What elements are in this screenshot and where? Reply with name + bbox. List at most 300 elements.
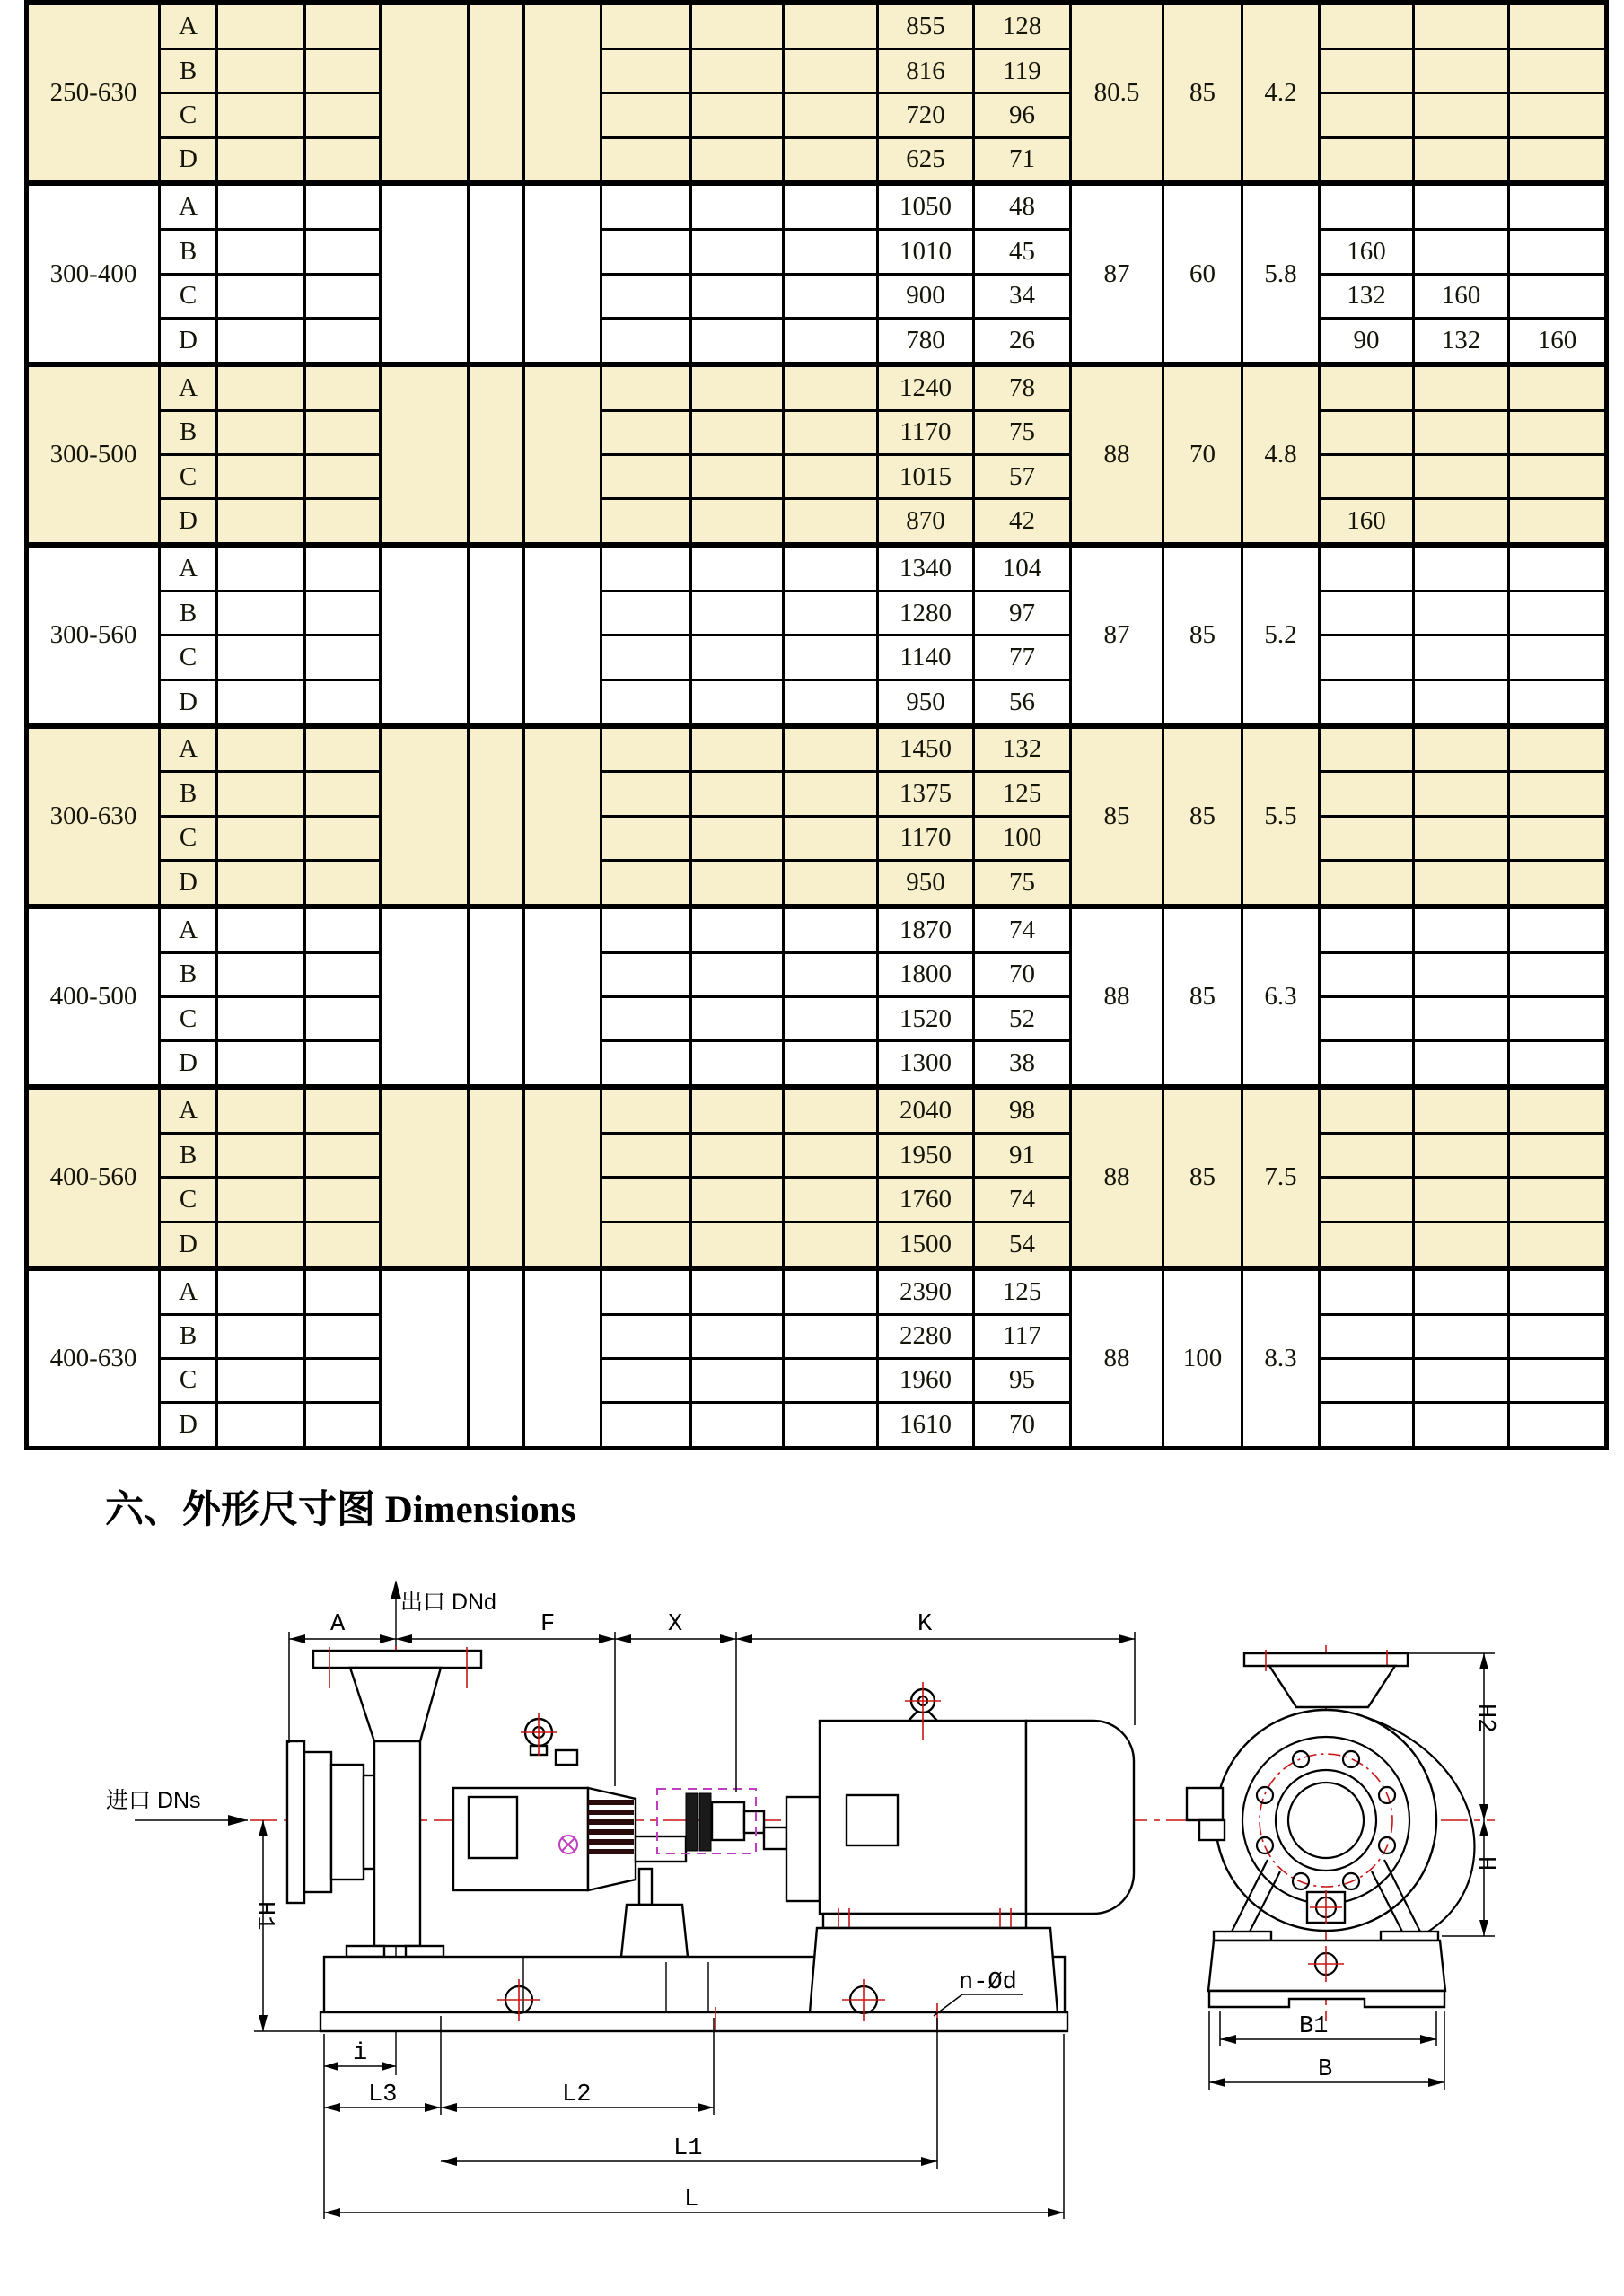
value-cell: 900 (878, 274, 974, 318)
cell (784, 545, 878, 591)
value-cell (1320, 1222, 1414, 1267)
value-cell (1320, 861, 1414, 907)
cell (469, 1268, 524, 1449)
section-heading: 六、外形尺寸图 Dimensions (105, 1489, 576, 1531)
value-cell (1414, 3, 1509, 48)
cell (381, 3, 469, 183)
value-cell: 1520 (878, 997, 974, 1041)
cell (601, 772, 691, 816)
table-row (27, 816, 1607, 860)
value-cell (1414, 679, 1509, 725)
value-cell (1509, 1358, 1607, 1402)
model-cell: 400-560 (27, 1087, 160, 1267)
cell (691, 679, 784, 725)
cell (784, 3, 878, 48)
cell (601, 410, 691, 454)
value-cell: 38 (974, 1041, 1071, 1087)
cell (524, 183, 601, 364)
value-cell (1509, 1041, 1607, 1087)
value-cell: 132 (1320, 274, 1414, 318)
value-cell (1414, 816, 1509, 860)
value-cell (1509, 907, 1607, 952)
cell (601, 1087, 691, 1133)
cell (784, 1134, 878, 1178)
dim-H2: H2 (1471, 1704, 1498, 1733)
value-cell (1509, 997, 1607, 1041)
cell (601, 454, 691, 498)
cell (601, 364, 691, 410)
cell (601, 997, 691, 1041)
cell (305, 592, 381, 635)
table-row (27, 274, 1607, 318)
dim-L: L (684, 2186, 699, 2213)
cell (691, 907, 784, 952)
cell (784, 183, 878, 229)
cell (784, 679, 878, 725)
cell (601, 48, 691, 92)
value-cell (1320, 1403, 1414, 1449)
cell (691, 1358, 784, 1402)
cell (601, 1314, 691, 1358)
value-cell: 132 (974, 726, 1071, 772)
merged-value-cell: 7.5 (1242, 1087, 1320, 1267)
pump-end-view (1187, 1650, 1474, 2007)
value-cell: 1240 (878, 364, 974, 410)
value-cell: 950 (878, 861, 974, 907)
outlet-label: 出口 DNd (400, 1590, 496, 1615)
trim-letter-cell: C (160, 1358, 217, 1402)
cell (217, 454, 305, 498)
trim-letter-cell: B (160, 952, 217, 996)
value-cell: 132 (1414, 318, 1509, 364)
table-row (27, 3, 1607, 48)
cell (691, 183, 784, 229)
cell (691, 1403, 784, 1449)
cell (469, 364, 524, 545)
cell (691, 93, 784, 137)
value-cell: 96 (974, 93, 1071, 137)
cell (217, 1314, 305, 1358)
value-cell (1414, 726, 1509, 772)
value-cell: 48 (974, 183, 1071, 229)
value-cell: 98 (974, 1087, 1071, 1133)
value-cell (1414, 1087, 1509, 1133)
merged-value-cell: 100 (1163, 1268, 1242, 1449)
cell (305, 861, 381, 907)
cell (691, 499, 784, 545)
trim-letter-cell: C (160, 635, 217, 679)
cell (217, 1222, 305, 1267)
trim-letter-cell: D (160, 861, 217, 907)
value-cell: 45 (974, 230, 1071, 274)
cell (217, 952, 305, 996)
dim-F: F (540, 1611, 556, 1638)
merged-value-cell: 70 (1163, 364, 1242, 545)
value-cell: 160 (1414, 274, 1509, 318)
value-cell: 720 (878, 93, 974, 137)
cell (524, 364, 601, 545)
value-cell: 95 (974, 1358, 1071, 1402)
value-cell: 160 (1509, 318, 1607, 364)
value-cell (1414, 454, 1509, 498)
merged-value-cell: 85 (1163, 907, 1242, 1087)
value-cell (1320, 1358, 1414, 1402)
value-cell: 77 (974, 635, 1071, 679)
merged-value-cell: 88 (1071, 907, 1163, 1087)
trim-letter-cell: A (160, 364, 217, 410)
cell (217, 48, 305, 92)
value-cell (1414, 183, 1509, 229)
value-cell (1320, 952, 1414, 996)
model-cell: 250-630 (27, 3, 160, 183)
value-cell: 75 (974, 861, 1071, 907)
cell (524, 1268, 601, 1449)
cell (217, 93, 305, 137)
value-cell (1320, 93, 1414, 137)
cell (524, 907, 601, 1087)
table-row (27, 318, 1607, 364)
trim-letter-cell: B (160, 410, 217, 454)
value-cell (1414, 364, 1509, 410)
value-cell: 780 (878, 318, 974, 364)
value-cell: 160 (1320, 230, 1414, 274)
cell (217, 997, 305, 1041)
value-cell (1414, 1268, 1509, 1314)
value-cell: 54 (974, 1222, 1071, 1267)
cell (691, 952, 784, 996)
cell (305, 183, 381, 229)
value-cell: 34 (974, 274, 1071, 318)
dim-H1: H1 (250, 1901, 277, 1931)
cell (217, 592, 305, 635)
value-cell: 1960 (878, 1358, 974, 1402)
trim-letter-cell: A (160, 907, 217, 952)
cell (305, 816, 381, 860)
cell (601, 726, 691, 772)
cell (601, 499, 691, 545)
cell (305, 1358, 381, 1402)
table-row (27, 997, 1607, 1041)
value-cell (1320, 1087, 1414, 1133)
cell (691, 1041, 784, 1087)
cell (691, 997, 784, 1041)
value-cell: 625 (878, 137, 974, 183)
merged-value-cell: 85 (1071, 726, 1163, 907)
cell (305, 1268, 381, 1314)
merged-value-cell: 5.2 (1242, 545, 1320, 725)
cell (217, 1268, 305, 1314)
value-cell (1509, 3, 1607, 48)
value-cell (1414, 1134, 1509, 1178)
value-cell (1509, 952, 1607, 996)
value-cell: 1950 (878, 1134, 974, 1178)
cell (601, 183, 691, 229)
cell (784, 1268, 878, 1314)
cell (305, 1087, 381, 1133)
merged-value-cell: 80.5 (1071, 3, 1163, 183)
cell (469, 183, 524, 364)
trim-letter-cell: D (160, 318, 217, 364)
trim-letter-cell: A (160, 3, 217, 48)
cell (305, 454, 381, 498)
table-row (27, 499, 1607, 545)
value-cell (1509, 635, 1607, 679)
cell (305, 1222, 381, 1267)
cell (305, 410, 381, 454)
value-cell: 1170 (878, 816, 974, 860)
value-cell (1509, 93, 1607, 137)
dim-K: K (917, 1611, 933, 1638)
value-cell (1414, 93, 1509, 137)
cell (217, 1358, 305, 1402)
value-cell (1320, 1178, 1414, 1222)
value-cell (1509, 1134, 1607, 1178)
value-cell: 104 (974, 545, 1071, 591)
value-cell: 100 (974, 816, 1071, 860)
cell (524, 1087, 601, 1267)
cell (217, 726, 305, 772)
cell (601, 816, 691, 860)
value-cell (1509, 48, 1607, 92)
model-cell: 300-560 (27, 545, 160, 725)
cell (217, 3, 305, 48)
cell (784, 1087, 878, 1133)
value-cell (1414, 635, 1509, 679)
table-row (27, 93, 1607, 137)
cell (784, 137, 878, 183)
cell (691, 274, 784, 318)
value-cell: 1800 (878, 952, 974, 996)
value-cell (1414, 772, 1509, 816)
cell (217, 137, 305, 183)
merged-value-cell: 85 (1163, 3, 1242, 183)
value-cell: 950 (878, 679, 974, 725)
trim-letter-cell: A (160, 545, 217, 591)
trim-letter-cell: D (160, 1403, 217, 1449)
cell (217, 1134, 305, 1178)
cell (217, 274, 305, 318)
cell (305, 274, 381, 318)
cell (784, 772, 878, 816)
trim-letter-cell: B (160, 592, 217, 635)
cell (217, 410, 305, 454)
trim-letter-cell: B (160, 48, 217, 92)
cell (784, 364, 878, 410)
cell (305, 1041, 381, 1087)
value-cell (1414, 48, 1509, 92)
cell (305, 952, 381, 996)
table-row (27, 1041, 1607, 1087)
value-cell (1509, 772, 1607, 816)
cell (305, 93, 381, 137)
value-cell (1320, 816, 1414, 860)
value-cell (1320, 454, 1414, 498)
cell (305, 1403, 381, 1449)
cell (784, 48, 878, 92)
value-cell: 1300 (878, 1041, 974, 1087)
cell (217, 545, 305, 591)
merged-value-cell: 5.5 (1242, 726, 1320, 907)
merged-value-cell: 4.2 (1242, 3, 1320, 183)
cell (524, 3, 601, 183)
trim-letter-cell: D (160, 1222, 217, 1267)
cell (601, 907, 691, 952)
cell (691, 1314, 784, 1358)
merged-value-cell: 87 (1071, 183, 1163, 364)
value-cell (1414, 1222, 1509, 1267)
cell (217, 907, 305, 952)
merged-value-cell: 85 (1163, 1087, 1242, 1267)
value-cell (1414, 1178, 1509, 1222)
value-cell (1509, 364, 1607, 410)
cell (305, 545, 381, 591)
cell (691, 1268, 784, 1314)
table-row (27, 454, 1607, 498)
value-cell (1414, 410, 1509, 454)
table-row (27, 1268, 1607, 1314)
trim-letter-cell: C (160, 816, 217, 860)
table-row (27, 230, 1607, 274)
merged-value-cell: 6.3 (1242, 907, 1320, 1087)
dim-n-od: n-Ød (959, 1969, 1017, 1996)
value-cell (1320, 1314, 1414, 1358)
cell (381, 364, 469, 545)
cell (217, 679, 305, 725)
pump-side-view (287, 1580, 1134, 2075)
junction-box (847, 1795, 898, 1845)
value-cell: 1760 (878, 1178, 974, 1222)
cell (601, 1178, 691, 1222)
value-cell: 816 (878, 48, 974, 92)
merged-value-cell: 85 (1163, 726, 1242, 907)
value-cell: 2390 (878, 1268, 974, 1314)
value-cell: 1610 (878, 1403, 974, 1449)
trim-letter-cell: C (160, 274, 217, 318)
value-cell (1320, 679, 1414, 725)
value-cell: 2280 (878, 1314, 974, 1358)
cell (601, 230, 691, 274)
value-cell: 2040 (878, 1087, 974, 1133)
cell (691, 48, 784, 92)
value-cell (1509, 679, 1607, 725)
cell (784, 499, 878, 545)
cell (691, 1134, 784, 1178)
cell (601, 1134, 691, 1178)
cell (305, 726, 381, 772)
table-row (27, 137, 1607, 183)
cell (784, 861, 878, 907)
merged-value-cell: 85 (1163, 545, 1242, 725)
cell (784, 816, 878, 860)
cell (691, 816, 784, 860)
table-row (27, 1403, 1607, 1449)
value-cell (1414, 907, 1509, 952)
value-cell (1414, 1041, 1509, 1087)
cell (691, 592, 784, 635)
cell (601, 592, 691, 635)
value-cell (1509, 1268, 1607, 1314)
table-row (27, 545, 1607, 591)
value-cell (1509, 592, 1607, 635)
value-cell (1320, 592, 1414, 635)
cell (217, 1041, 305, 1087)
trim-letter-cell: B (160, 1314, 217, 1358)
cell (691, 635, 784, 679)
cell (305, 48, 381, 92)
merged-value-cell: 88 (1071, 1087, 1163, 1267)
table-row (27, 410, 1607, 454)
trim-letter-cell: D (160, 679, 217, 725)
cell (469, 726, 524, 907)
cell (691, 454, 784, 498)
cell (691, 364, 784, 410)
cell (524, 545, 601, 725)
value-cell (1320, 364, 1414, 410)
cell (305, 3, 381, 48)
value-cell (1509, 861, 1607, 907)
value-cell: 42 (974, 499, 1071, 545)
trim-letter-cell: A (160, 1268, 217, 1314)
trim-letter-cell: B (160, 1134, 217, 1178)
cell (305, 635, 381, 679)
value-cell: 1450 (878, 726, 974, 772)
cell (469, 545, 524, 725)
cell (601, 93, 691, 137)
table-row (27, 1222, 1607, 1267)
value-cell (1320, 907, 1414, 952)
value-cell: 74 (974, 907, 1071, 952)
value-cell (1320, 997, 1414, 1041)
cell (305, 230, 381, 274)
cell (217, 1087, 305, 1133)
pump-spec-table (24, 0, 1609, 1450)
cell (784, 1358, 878, 1402)
value-cell (1509, 274, 1607, 318)
model-cell: 300-500 (27, 364, 160, 545)
value-cell (1414, 230, 1509, 274)
value-cell: 1010 (878, 230, 974, 274)
cell (305, 997, 381, 1041)
cell (217, 816, 305, 860)
cell (784, 635, 878, 679)
value-cell: 125 (974, 1268, 1071, 1314)
value-cell: 78 (974, 364, 1071, 410)
cell (691, 772, 784, 816)
value-cell: 74 (974, 1178, 1071, 1222)
cell (381, 1268, 469, 1449)
cell (691, 137, 784, 183)
table-row (27, 907, 1607, 952)
cell (601, 3, 691, 48)
value-cell: 870 (878, 499, 974, 545)
value-cell (1509, 499, 1607, 545)
cell (305, 318, 381, 364)
trim-letter-cell: C (160, 454, 217, 498)
value-cell (1320, 1134, 1414, 1178)
table-row (27, 1358, 1607, 1402)
cell (784, 592, 878, 635)
cell (305, 1134, 381, 1178)
value-cell (1509, 230, 1607, 274)
model-cell: 400-500 (27, 907, 160, 1087)
dim-L2: L2 (562, 2081, 592, 2108)
dim-A: A (330, 1611, 346, 1638)
cell (305, 499, 381, 545)
cell (784, 997, 878, 1041)
trim-letter-cell: D (160, 499, 217, 545)
value-cell: 97 (974, 592, 1071, 635)
trim-letter-cell: B (160, 230, 217, 274)
